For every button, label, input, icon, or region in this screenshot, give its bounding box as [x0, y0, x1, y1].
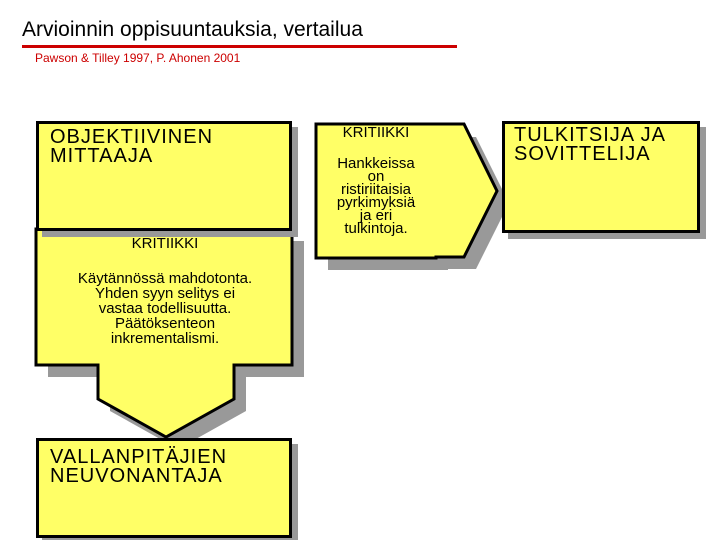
left-critique-heading: KRITIIKKI — [131, 235, 199, 252]
slide-title: Arvioinnin oppisuuntauksia, vertailua — [22, 18, 363, 41]
left-critique-text: Käytännössä mahdotonta. Yhden syyn selitys ei vastaa todellisuutta. Päätöksenteon inkrementalismi. — [77, 270, 253, 347]
slide-subtitle: Pawson & Tilley 1997, P. Ahonen 2001 — [35, 51, 241, 65]
middle-critique-text: Hankkeissa on ristiriitaisia pyrkimyksiä ja eri tulkintoja. — [336, 155, 416, 237]
interpreter-label: TULKITSIJA JA SOVITTELIJA — [514, 124, 666, 165]
middle-critique-heading: KRITIIKKI — [342, 124, 410, 141]
advisor-label: VALLANPITÄJIEN NEUVONANTAJA — [50, 446, 228, 487]
objective-measurer-label: OBJEKTIIVINEN MITTAAJA — [50, 126, 214, 167]
